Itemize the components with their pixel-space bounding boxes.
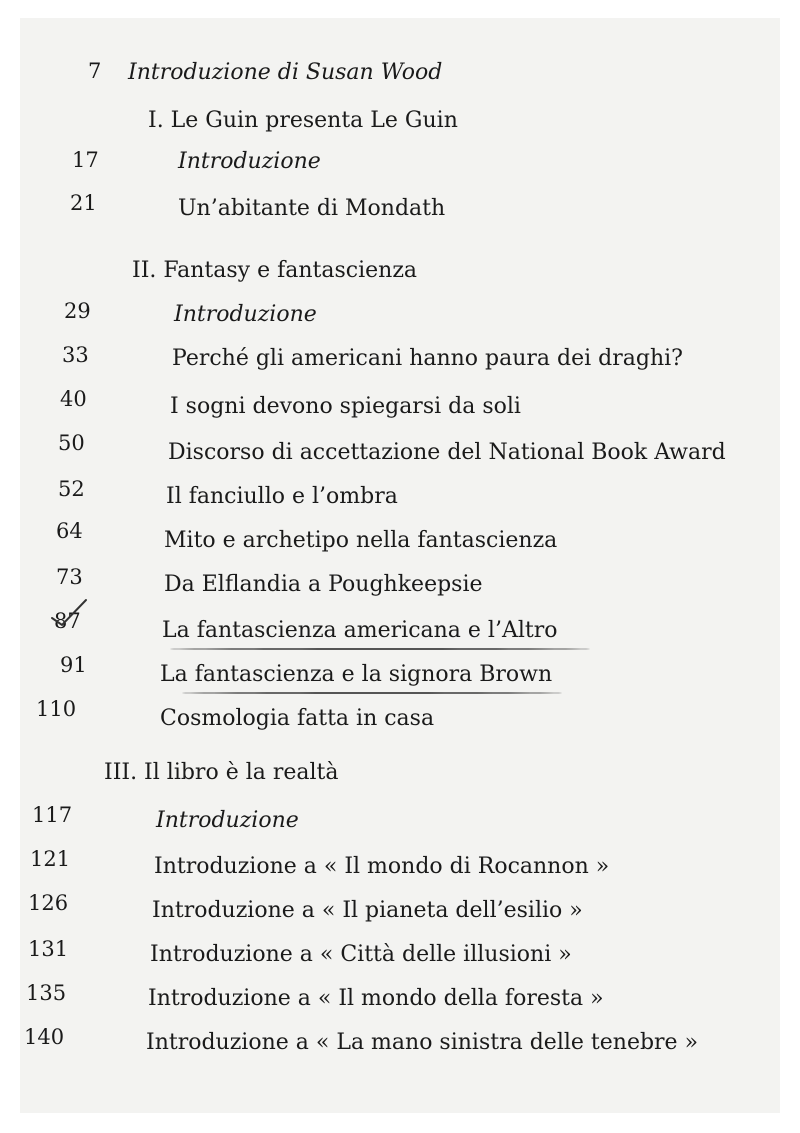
toc-page-number: 126	[28, 891, 69, 915]
toc-entry-title: I sogni devono spiegarsi da soli	[170, 394, 521, 419]
toc-page-number: 135	[26, 981, 67, 1005]
toc-entry-title: Cosmologia fatta in casa	[160, 706, 435, 731]
toc-entry-title: Introduzione a « Il mondo di Rocannon »	[154, 854, 610, 879]
toc-entry-title: La fantascienza americana e l’Altro	[162, 618, 558, 643]
section-heading: III. Il libro è la realtà	[104, 760, 339, 785]
toc-page-number: 29	[64, 299, 91, 323]
toc-page-number: 73	[56, 565, 83, 589]
toc-entry-title: Perché gli americani hanno paura dei draghi?	[172, 346, 683, 371]
pencil-checkmark-icon	[48, 598, 88, 628]
toc-page-number: 21	[70, 191, 97, 215]
toc-page-number: 52	[58, 477, 85, 501]
toc-page-number: 33	[62, 343, 89, 367]
toc-page-number: 17	[72, 148, 99, 172]
toc-page-number: 7	[88, 59, 102, 83]
toc-entry-title: Introduzione a « Città delle illusioni »	[150, 942, 572, 967]
toc-entry-title: Mito e archetipo nella fantascienza	[164, 528, 558, 553]
toc-page-number: 110	[36, 697, 77, 721]
toc-entry-title: Introduzione di Susan Wood	[128, 60, 443, 85]
pencil-underline	[170, 648, 590, 650]
toc-entry-title: Introduzione	[178, 149, 321, 174]
toc-page-number: 40	[60, 387, 87, 411]
toc-page-number: 117	[32, 803, 73, 827]
toc-page-number: 131	[28, 937, 69, 961]
toc-page-number: 121	[30, 847, 71, 871]
toc-entry-title: Un’abitante di Mondath	[178, 196, 446, 221]
toc-entry-title: Introduzione a « Il pianeta dell’esilio »	[152, 898, 583, 923]
toc-page-number: 64	[56, 519, 83, 543]
toc-entry-title: Introduzione a « La mano sinistra delle tenebre »	[146, 1030, 699, 1055]
toc-entry-title: Discorso di accettazione del National Book Award	[168, 440, 726, 465]
toc-entry-title: La fantascienza e la signora Brown	[160, 662, 553, 687]
toc-entry-title: Il fanciullo e l’ombra	[166, 484, 398, 509]
toc-page-number: 87	[54, 609, 81, 633]
pencil-underline	[182, 692, 562, 694]
toc-entry-title: Da Elflandia a Poughkeepsie	[164, 572, 483, 597]
toc-page-number: 91	[60, 653, 87, 677]
toc-entry-title: Introduzione	[174, 302, 317, 327]
toc-page-number: 140	[24, 1025, 65, 1049]
toc-page-number: 50	[58, 431, 85, 455]
toc-entry-title: Introduzione a « Il mondo della foresta »	[148, 986, 604, 1011]
section-heading: II. Fantasy e fantascienza	[132, 258, 418, 283]
section-heading: I. Le Guin presenta Le Guin	[148, 108, 458, 133]
toc-entry-title: Introduzione	[156, 808, 299, 833]
